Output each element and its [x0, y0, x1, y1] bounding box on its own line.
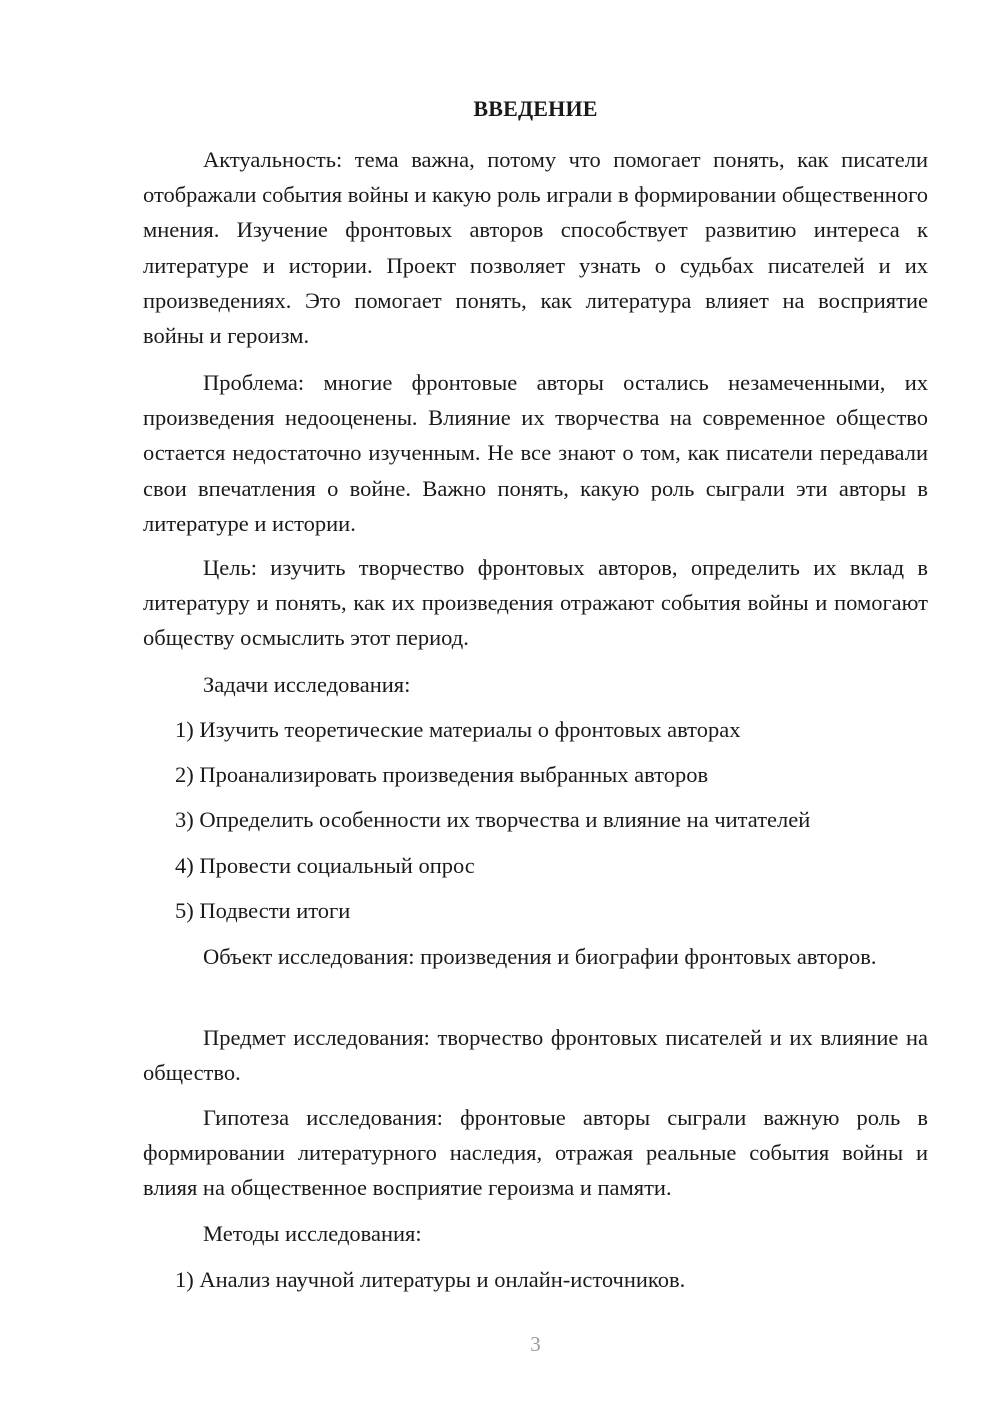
task-item: 1) Изучить теоретические материалы о фронтовых авторах — [175, 717, 741, 742]
problem-paragraph: Проблема: многие фронтовые авторы остались незамеченными, их произведения недооценены. Влияние их творчества на современное общество остается недостаточно изученным. Не все знают о том, как писатели передавали свои впечатления о войне. Важно понять, какую роль сыграли эти авторы в литературе и истории. — [143, 370, 928, 536]
object-paragraph: Объект исследования: произведения и биографии фронтовых авторов. — [203, 944, 877, 969]
goal-paragraph: Цель: изучить творчество фронтовых авторов, определить их вклад в литературу и понять, как их произведения отражают события войны и помогают обществу осмыслить этот период. — [143, 555, 928, 651]
task-item: 3) Определить особенности их творчества и влияние на читателей — [175, 807, 811, 832]
hypothesis-paragraph: Гипотеза исследования: фронтовые авторы сыграли важную роль в формировании литературного наследия, отражая реальные события войны и влияя на общественное восприятие героизма и памяти. — [143, 1105, 928, 1201]
subject-paragraph: Предмет исследования: творчество фронтовых писателей и их влияние на общество. — [143, 1025, 928, 1086]
method-item: 1) Анализ научной литературы и онлайн-источников. — [175, 1267, 686, 1292]
tasks-title: Задачи исследования: — [203, 672, 411, 697]
task-item: 5) Подвести итоги — [175, 898, 351, 923]
relevance-paragraph: Актуальность: тема важна, потому что помогает понять, как писатели отображали события войны и какую роль играли в формировании общественного мнения. Изучение фронтовых авторов способствует развитию интереса к литературе и истории. Проект позволяет узнать о судьбах писателей и их произведениях. Это помогает понять, как литература влияет на восприятие войны и героизм. — [143, 147, 928, 349]
task-item: 2) Проанализировать произведения выбранных авторов — [175, 762, 709, 787]
document-page — [143, 0, 928, 1414]
methods-title: Методы исследования: — [203, 1221, 422, 1246]
page-number: 3 — [530, 1332, 541, 1356]
task-item: 4) Провести социальный опрос — [175, 853, 475, 878]
section-heading: ВВЕДЕНИЕ — [473, 96, 598, 121]
